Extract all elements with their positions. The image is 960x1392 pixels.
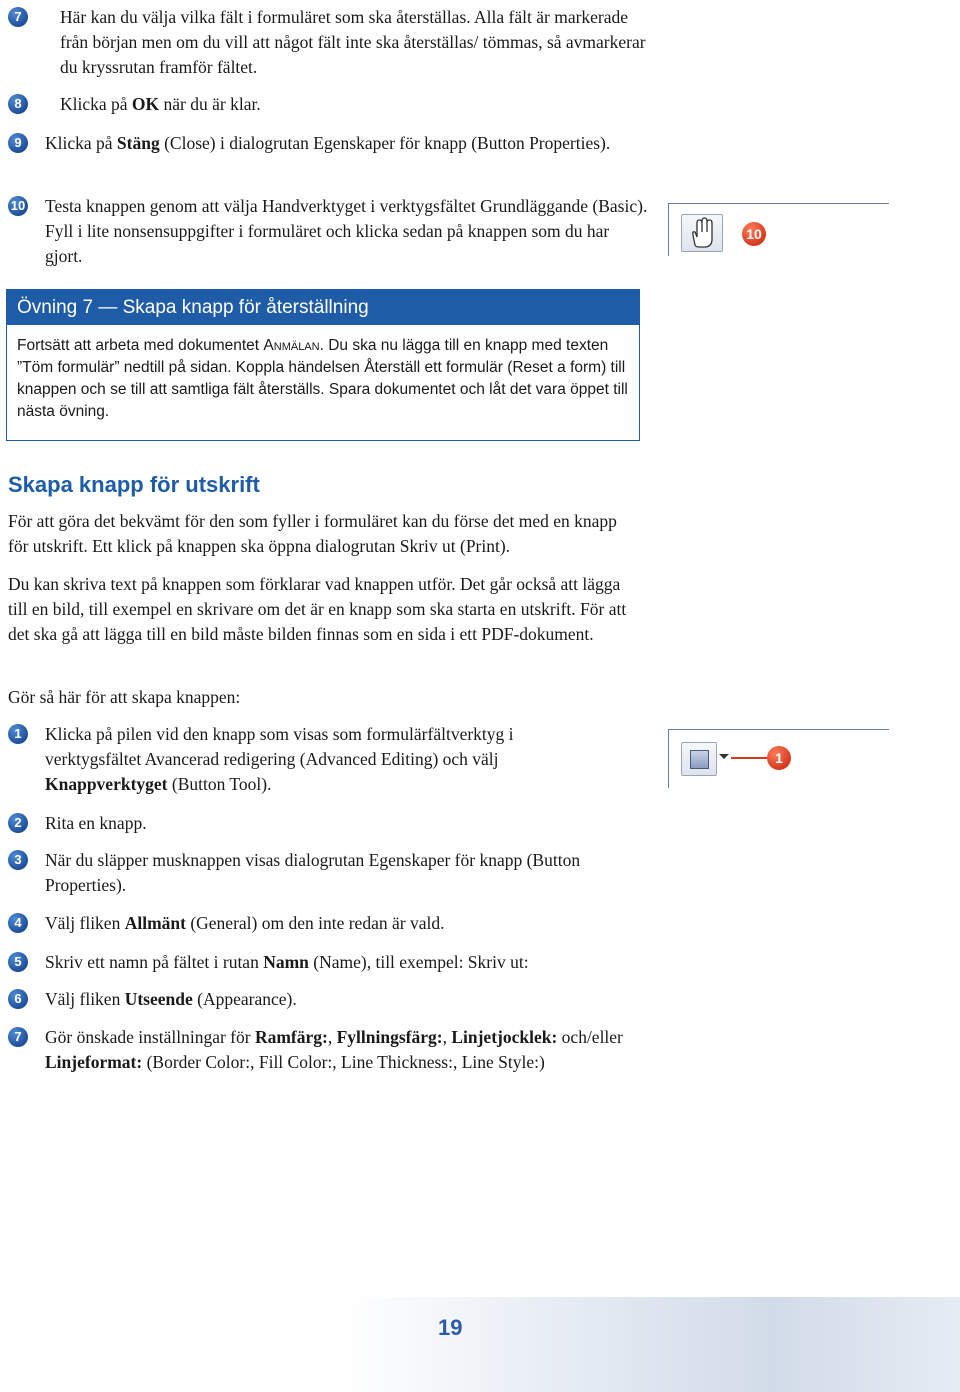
callout-line bbox=[731, 757, 769, 759]
step-text: Skriv ett namn på fältet i rutan Namn (Name), till exempel: Skriv ut: bbox=[45, 952, 529, 972]
step-number-badge: 9 bbox=[8, 133, 28, 153]
button-tool-button bbox=[681, 742, 717, 776]
step-number-badge: 1 bbox=[8, 724, 28, 744]
step-number-badge: 2 bbox=[8, 813, 28, 833]
step-number-badge: 4 bbox=[8, 913, 28, 933]
paragraph-2: Du kan skriva text på knappen som förklarar vad knappen utför. Det går också att lägga till en bild, till exempel en skrivare om det är en knapp som ska starta en utskrift. För att det ska gå att lägga till en bild måste bilden finnas som en sida i ett PDF-dokument. bbox=[8, 574, 627, 644]
step-text: När du släpper musknappen visas dialogrutan Egenskaper för knapp (Button Properties). bbox=[45, 850, 581, 895]
step-number-badge: 5 bbox=[8, 952, 28, 972]
hand-tool-figure bbox=[668, 203, 889, 256]
step-number-badge: 7 bbox=[8, 7, 28, 27]
hand-tool-icon bbox=[682, 215, 722, 251]
section-title: Skapa knapp för utskrift bbox=[8, 472, 260, 497]
page-number: 19 bbox=[438, 1315, 463, 1340]
step-7-top bbox=[8, 5, 648, 80]
step-text: Klicka på Stäng (Close) i dialogrutan Egenskaper för knapp (Button Properties). bbox=[45, 133, 611, 153]
button-tool-figure bbox=[668, 729, 889, 788]
step-text: Testa knappen genom att välja Handverktyget i verktygsfältet Grundläggande (Basic). Fyll i lite nonsensuppgifter i formuläret och klicka sedan på knappen som du har gjort. bbox=[45, 196, 648, 266]
step-6 bbox=[8, 987, 648, 1012]
step-4 bbox=[8, 911, 648, 936]
footer-decoration bbox=[340, 1297, 960, 1392]
step-3 bbox=[8, 848, 648, 898]
step-number-badge: 8 bbox=[8, 94, 28, 114]
step-text: Här kan du välja vilka fält i formuläret som ska återställas. Alla fält är markerade från början men om du vill att något fält inte ska återställas/ tömmas, så avmarkerar du kryssrutan framför fältet. bbox=[60, 7, 646, 77]
hand-tool-button bbox=[681, 214, 723, 252]
callout-1: 1 bbox=[767, 746, 791, 770]
step-1 bbox=[8, 722, 648, 797]
exercise-box bbox=[6, 289, 640, 441]
document-name: Anmälan bbox=[263, 337, 320, 354]
paragraph-3: Gör så här för att skapa knappen: bbox=[8, 687, 241, 707]
step-number-badge: 7 bbox=[8, 1027, 28, 1047]
step-text: Välj fliken Allmänt (General) om den inte redan är vald. bbox=[45, 913, 445, 933]
step-7-bottom bbox=[8, 1025, 648, 1075]
step-8 bbox=[8, 92, 648, 117]
step-number-badge: 3 bbox=[8, 850, 28, 870]
step-text: Rita en knapp. bbox=[45, 813, 147, 833]
chevron-down-icon[interactable] bbox=[719, 754, 729, 759]
paragraph-1: För att göra det bekvämt för den som fyller i formuläret kan du förse det med en knapp för utskrift. Ett klick på knappen ska öppna dialogrutan Skriv ut (Print). bbox=[8, 511, 617, 556]
callout-10: 10 bbox=[742, 222, 766, 246]
step-number-badge: 6 bbox=[8, 989, 28, 1009]
step-text: Välj fliken Utseende (Appearance). bbox=[45, 989, 297, 1009]
step-9 bbox=[8, 131, 648, 156]
step-5 bbox=[8, 950, 648, 975]
step-text: Klicka på pilen vid den knapp som visas som formulärfältverktyg i verktygsfältet Avancerad redigering (Advanced Editing) och välj Knappverktyget (Button Tool). bbox=[45, 724, 514, 794]
step-text: Gör önskade inställningar för Ramfärg:, Fyllningsfärg:, Linjetjocklek: och/eller Linjeformat: (Border Color:, Fill Color:, Line Thickness:, Line Style:) bbox=[45, 1027, 623, 1072]
exercise-title: Övning 7 — Skapa knapp för återställning bbox=[7, 290, 639, 325]
step-number-badge: 10 bbox=[8, 196, 28, 216]
step-text: Klicka på OK när du är klar. bbox=[60, 94, 261, 114]
step-2 bbox=[8, 811, 648, 836]
exercise-body: Fortsätt att arbeta med dokumentet Anmälan. Du ska nu lägga till en knapp med texten ”Töm formulär” nedtill på sidan. Koppla händelsen Återställ ett formulär (Reset a form) till knappen och se till att samtliga fält återställs. Spara dokumentet och låt det vara öppet till nästa övning. bbox=[17, 337, 628, 420]
step-10 bbox=[8, 194, 648, 269]
button-tool-icon bbox=[690, 750, 709, 769]
